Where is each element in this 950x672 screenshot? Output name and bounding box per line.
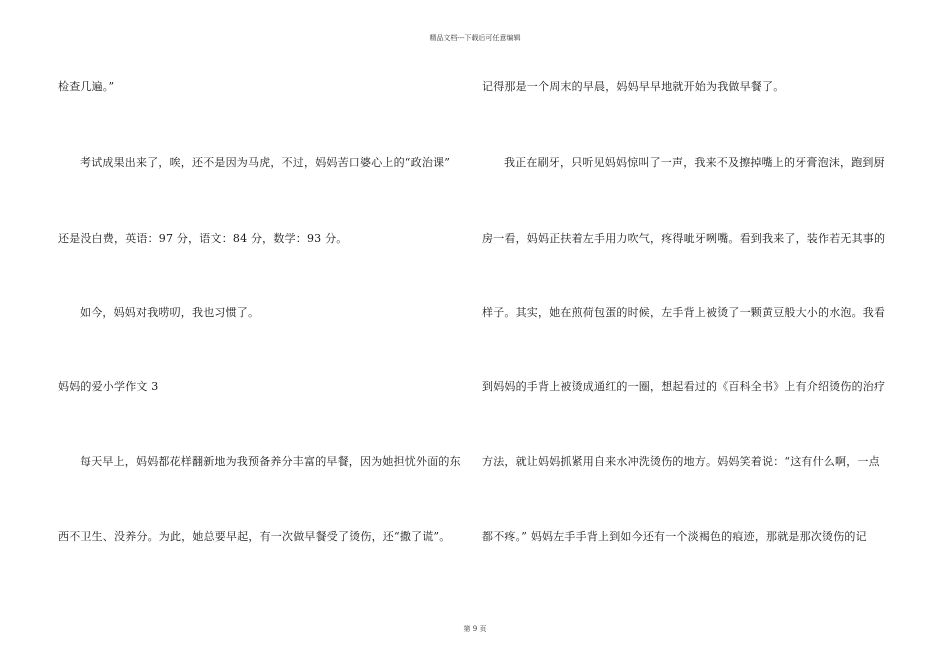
text-line: 西不卫生、没养分。为此，她总要早起，有一次做早餐受了烫伤，还“撒了谎”。 [58, 530, 451, 543]
right-column [482, 0, 892, 672]
text-line: 都不疼。” 妈妈左手手背上到如今还有一个淡褐色的痕迹，那就是那次烫伤的记 [482, 530, 867, 543]
text-line: 到妈妈的手背上被烫成通红的一圈，想起看过的《百科全书》上有介绍烫伤的治疗 [482, 380, 886, 393]
text-line: 检查几遍。” [58, 80, 115, 93]
section-heading: 妈妈的爱小学作文 3 [58, 380, 159, 393]
text-line: 我正在刷牙，只听见妈妈惊叫了一声，我来不及擦掉嘴上的牙膏泡沫，跑到厨 [504, 156, 885, 169]
text-line: 每天早上，妈妈都花样翻新地为我预备养分丰富的早餐，因为她担忧外面的东 [80, 455, 461, 468]
text-line: 还是没白费，英语：97 分，语文：84 分，数学：93 分。 [58, 232, 348, 245]
left-column [58, 0, 468, 672]
text-line: 记得那是一个周末的早晨，妈妈早早地就开始为我做早餐了。 [482, 80, 785, 93]
text-line: 房一看，妈妈正扶着左手用力吹气，疼得呲牙咧嘴。看到我来了，装作若无其事的 [482, 232, 886, 245]
page-header: 精品文档---下载后可任意编辑 [429, 34, 521, 42]
text-line: 样子。其实，她在煎荷包蛋的时候，左手背上被烫了一颗黄豆般大小的水泡。我看 [482, 306, 886, 319]
text-line: 方法，就让妈妈抓紧用自来水冲洗烫伤的地方。妈妈笑着说：“这有什么啊，一点 [482, 455, 880, 468]
text-line: 如今，妈妈对我唠叨，我也习惯了。 [80, 306, 260, 319]
text-line: 考试成果出来了，唉，还不是因为马虎，不过，妈妈苦口婆心上的“政治课” [80, 156, 451, 169]
page-number: 第 9 页 [463, 625, 487, 633]
